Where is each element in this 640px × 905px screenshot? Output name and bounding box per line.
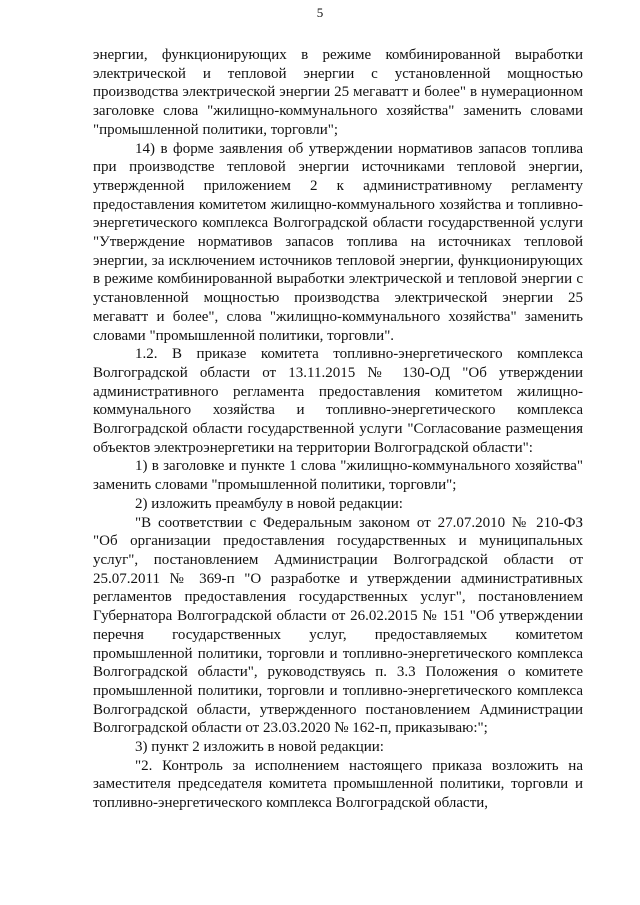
paragraph-point-2: "2. Контроль за исполнением настоящего приказа возложить на заместителя председателя комитета промышленной политики, торговли и топливно-энергетического комплекса Волгоградской области, xyxy=(93,757,583,812)
paragraph-continuation: энергии, функционирующих в режиме комбинированной выработки электрической и тепловой энергии с установленной мощностью производства электрической энергии 25 мегаватт и более" в нумерационном заголовке слова "жилищно-коммунального хозяйства" заменить словами "промышленной политики, торговли"; xyxy=(93,47,583,138)
paragraph-item-14: 14) в форме заявления об утверждении нормативов запасов топлива при производстве тепловой энергии источниками тепловой энергии, утвержденной приложением 2 к административному регламенту предоставления комитетом жилищно-коммунального хозяйства и топливно-энергетического комплекса Волгоградской области государственной услуги "Утверждение нормативов запасов топлива на источниках тепловой энергии, за исключением источников тепловой энергии, функционирующих в режиме комбинированной выработки электрической и тепловой энергии с установленной мощностью производства электрической энергии 25 мегаватт и более", слова "жилищно-коммунального хозяйства" заменить словами "промышленной политики, торговли". xyxy=(93,140,583,344)
paragraph-subitem-3: 3) пункт 2 изложить в новой редакции: xyxy=(135,739,384,756)
paragraph-subitem-1: 1) в заголовке и пункте 1 слова "жилищно-коммунального хозяйства" заменить словами "промышленной политики, торговли"; xyxy=(93,458,583,494)
paragraph-subitem-2: 2) изложить преамбулу в новой редакции: xyxy=(135,495,403,512)
document-body xyxy=(93,46,583,813)
page-number: 5 xyxy=(316,5,324,20)
paragraph-section-1-2: 1.2. В приказе комитета топливно-энергетического комплекса Волгоградской области от 13.11.2015 № 130-ОД "Об утверждении административного регламента предоставления комитетом жилищно-коммунального хозяйства и топливно-энергетического комплекса Волгоградской области государственной услуги "Согласование размещения объектов электроэнергетики на территории Волгоградской области": xyxy=(93,346,583,456)
paragraph-preamble: "В соответствии с Федеральным законом от 27.07.2010 № 210-ФЗ "Об организации предоставления государственных и муниципальных услуг", постановлением Администрации Волгоградской области от 25.07.2011 № 369-п "О разработке и утверждении административных регламентов предоставления государственных услуг", постановлением Губернатора Волгоградской области от 26.02.2015 № 151 "Об утверждении перечня государственных услуг, предоставляемых комитетом промышленной политики, торговли и топливно-энергетического комплекса Волгоградской области", руководствуясь п. 3.3 Положения о комитете промышленной политики, торговли и топливно-энергетического комплекса Волгоградской области, утвержденного постановлением Администрации Волгоградской области от 23.03.2020 № 162-п, приказываю:"; xyxy=(93,514,583,737)
